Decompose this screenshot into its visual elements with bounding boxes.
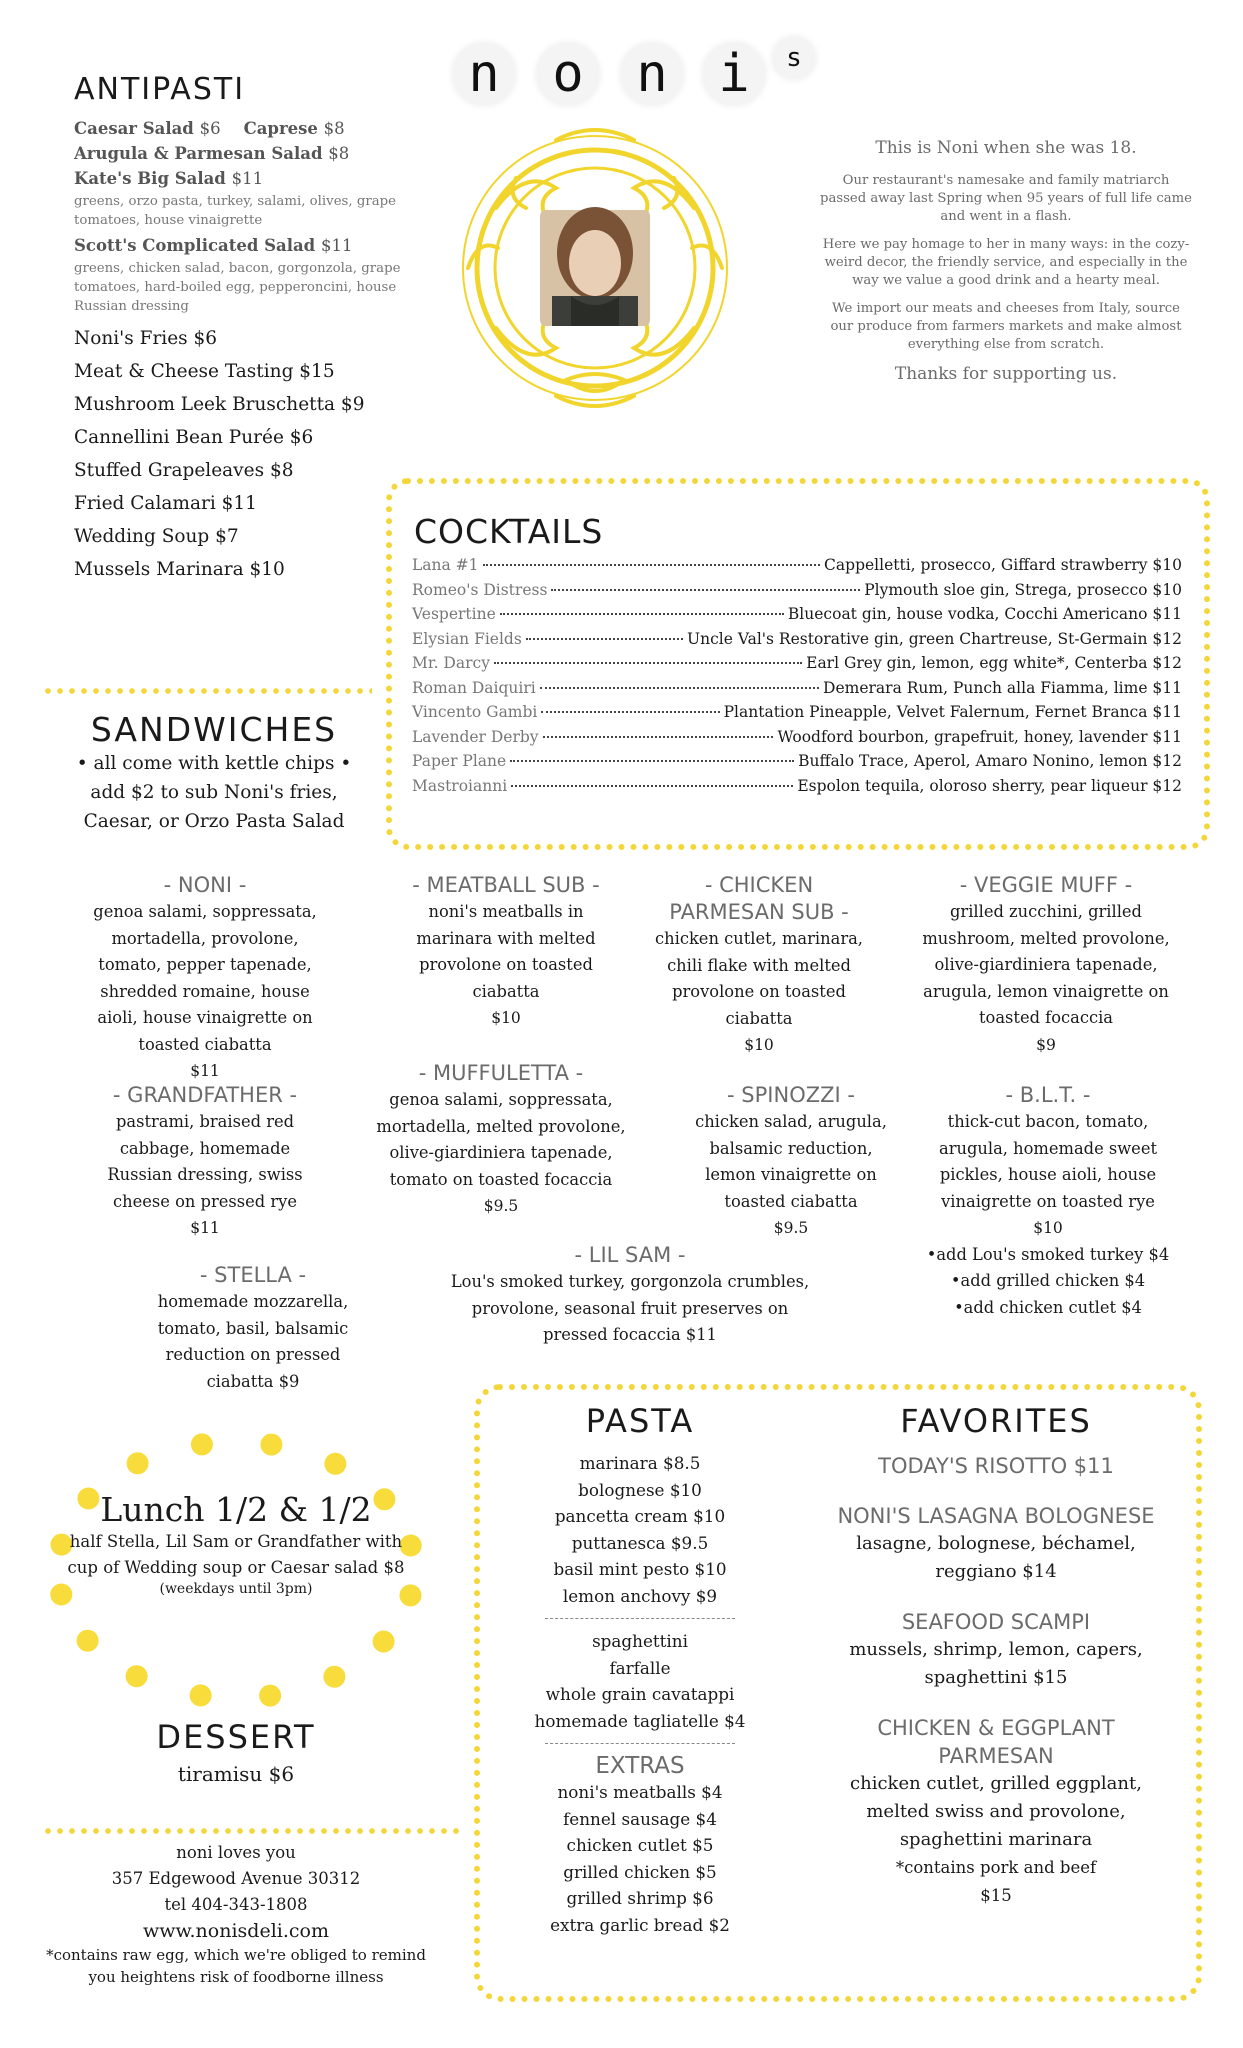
ring-dot: [127, 1452, 149, 1474]
footer-address: 357 Edgewood Avenue 30312: [111, 1869, 361, 1888]
sandwich-noni: - NONI - genoa salami, soppressata, mortadella, provolone, tomato, pepper tapenade, shredded romaine, house aioli, house vinaigrette on toasted ciabatta $11: [93, 873, 317, 1080]
sandwich-stella: - STELLA - homemade mozzarella, tomato, basil, balsamic reduction on pressed ciabatta $9: [157, 1263, 349, 1391]
logo-letter: s: [774, 38, 814, 78]
pasta-shape: farfalle: [609, 1657, 671, 1678]
ring-dot: [259, 1685, 281, 1707]
cocktail-row: Lana #1 Cappelletti, prosecco, Giffard strawberry $10: [412, 556, 1182, 574]
lunch-hours: (weekdays until 3pm): [159, 1581, 313, 1597]
sandwiches-header: [44, 710, 384, 836]
footer-phone: tel 404-343-1808: [164, 1895, 308, 1914]
ring-dot: [373, 1631, 395, 1653]
divider: [545, 1618, 735, 1619]
cocktail-row: Elysian Fields Uncle Val's Restorative gin, green Chartreuse, St-Germain $12: [412, 629, 1182, 648]
antipasti-item: Scott's Complicated Salad $11: [74, 236, 353, 255]
pasta-sauce: pancetta cream $10: [554, 1506, 726, 1526]
footer-website-link[interactable]: www.nonisdeli.com: [142, 1920, 329, 1942]
pasta-sauce: puttanesca $9.5: [571, 1532, 709, 1553]
portrait-medallion: [456, 118, 734, 418]
antipasti-section: [74, 72, 414, 580]
pasta-sauce: lemon anchovy $9: [562, 1585, 718, 1606]
favorite-name: NONI'S LASAGNA BOLOGNESE: [837, 1504, 1155, 1528]
dotted-divider: [42, 688, 372, 694]
sandwich-meatball-sub: - MEATBALL SUB - noni's meatballs in marinara with melted provolone on toasted ciabatta $10: [412, 873, 600, 1027]
story-paragraph: Here we pay homage to her in many ways: in the cozy-weird decor, the friendly service, and especially in the way we value a good drink and a hearty meal.: [822, 237, 1190, 288]
favorite-note: *contains pork and beef: [895, 1858, 1097, 1877]
favorite-name: SEAFOOD SCAMPI: [901, 1610, 1091, 1634]
story-lead: This is Noni when she was 18.: [875, 138, 1137, 158]
extra-item: fennel sausage $4: [563, 1808, 717, 1829]
sandwiches-note: add $2 to sub Noni's fries,: [90, 782, 338, 803]
antipasti-item: Meat & Cheese Tasting $15: [74, 361, 335, 382]
sandwich-spinozzi: - SPINOZZI - chicken salad, arugula, balsamic reduction, lemon vinaigrette on toasted ciabatta $9.5: [695, 1083, 887, 1237]
logo-letter: n: [454, 44, 514, 104]
favorite-desc: lasagne, bolognese, béchamel, reggiano $14: [856, 1533, 1136, 1582]
cocktail-list: [412, 556, 1182, 801]
cocktail-row: Romeo's Distress Plymouth sloe gin, Strega, prosecco $10: [412, 580, 1182, 599]
antipasti-item: Stuffed Grapeleaves $8: [74, 460, 294, 481]
story-thanks: Thanks for supporting us.: [894, 364, 1118, 384]
pasta-shape: homemade tagliatelle $4: [534, 1710, 746, 1731]
extra-item: noni's meatballs $4: [557, 1782, 723, 1802]
favorites-title: FAVORITES: [900, 1402, 1092, 1440]
ring-dot: [190, 1684, 212, 1706]
cocktail-row: Vincento Gambi Plantation Pineapple, Velvet Falernum, Fernet Branca $11: [412, 703, 1182, 721]
pasta-title: PASTA: [585, 1402, 695, 1440]
extras-title: EXTRAS: [595, 1753, 685, 1779]
dessert-title: DESSERT: [156, 1718, 316, 1756]
pasta-shape: whole grain cavatappi: [545, 1684, 735, 1704]
logo: [440, 38, 840, 108]
logo-letter: i: [704, 44, 764, 104]
story: [820, 138, 1192, 384]
pasta-sauce: basil mint pesto $10: [553, 1559, 727, 1579]
antipasti-item: Fried Calamari $11: [74, 493, 257, 514]
dessert-item: tiramisu $6: [177, 1762, 295, 1786]
extra-item: extra garlic bread $2: [550, 1914, 730, 1935]
favorite-name: CHICKEN & EGGPLANT PARMESAN: [877, 1716, 1115, 1768]
story-paragraph: Our restaurant's namesake and family matriarch passed away last Spring when 95 years of full life came and went in a flash.: [820, 173, 1192, 224]
cocktail-row: Lavender Derby Woodford bourbon, grapefruit, honey, lavender $11: [412, 727, 1182, 746]
lunch-title: Lunch 1/2 & 1/2: [100, 1490, 372, 1529]
favorite-price: $15: [980, 1886, 1012, 1905]
antipasti-item: Mushroom Leek Bruschetta $9: [74, 394, 365, 415]
divider: [545, 1743, 735, 1744]
sandwich-muffuletta: - MUFFULETTA - genoa salami, soppressata, mortadella, melted provolone, olive-giardiniera tapenade, tomato on toasted focaccia $9.5: [376, 1061, 626, 1215]
extra-item: grilled shrimp $6: [566, 1888, 714, 1908]
antipasti-item: Caesar Salad $6 Caprese $8: [74, 119, 345, 138]
extra-item: chicken cutlet $5: [566, 1835, 714, 1855]
sandwiches-title: SANDWICHES: [90, 710, 338, 749]
antipasti-title: ANTIPASTI: [74, 72, 246, 107]
ring-dot: [126, 1665, 148, 1687]
cocktail-row: Vespertine Bluecoat gin, house vodka, Cocchi Americano $11: [412, 605, 1182, 623]
logo-letter: o: [538, 44, 598, 104]
dotted-divider: [42, 1828, 462, 1834]
logo-letter: n: [622, 44, 682, 104]
cocktails-title: COCKTAILS: [414, 512, 604, 551]
dessert-section: [60, 1718, 412, 1786]
antipasti-desc: greens, chicken salad, bacon, gorgonzola, grape tomatoes, hard-boiled egg, pepperoncini, house Russian dressing: [74, 261, 401, 314]
sandwich-grandfather: - GRANDFATHER - pastrami, braised red cabbage, homemade Russian dressing, swiss cheese on pressed rye $11: [107, 1083, 303, 1237]
sandwiches-note: Caesar, or Orzo Pasta Salad: [83, 811, 345, 832]
antipasti-item: Cannellini Bean Purée $6: [74, 427, 314, 448]
footer-raw-egg-note: *contains raw egg, which we're obliged to remind you heightens risk of foodborne illness: [46, 1946, 426, 1986]
favorites-section: [820, 1402, 1172, 1932]
antipasti-item: Noni's Fries $6: [74, 328, 218, 349]
sandwich-chicken-parmesan-sub: - CHICKEN PARMESAN SUB - chicken cutlet, marinara, chili flake with melted provolone on toasted ciabatta $10: [655, 873, 863, 1054]
story-paragraph: We import our meats and cheeses from Italy, source our produce from farmers markets and make almost everything else from scratch.: [830, 301, 1182, 352]
pasta-shape: spaghettini: [592, 1631, 688, 1651]
antipasti-item: Kate's Big Salad $11: [74, 169, 264, 188]
ring-dot: [323, 1666, 345, 1688]
pasta-sauce: bolognese $10: [578, 1479, 702, 1500]
cocktail-row: Roman Daiquiri Demerara Rum, Punch alla Fiamma, lime $11: [412, 678, 1182, 697]
favorite-desc: mussels, shrimp, lemon, capers, spaghettini $15: [849, 1639, 1143, 1688]
favorite-risotto: TODAY'S RISOTTO $11: [878, 1454, 1114, 1478]
sandwiches-note: • all come with kettle chips •: [76, 753, 352, 774]
cocktail-row: Mastroianni Espolon tequila, oloroso sherry, pear liqueur $12: [412, 776, 1182, 795]
antipasti-item: Mussels Marinara $10: [74, 559, 285, 580]
lunch-desc: half Stella, Lil Sam or Grandfather with cup of Wedding soup or Caesar salad $8: [67, 1532, 405, 1577]
ring-dot: [77, 1630, 99, 1652]
cocktail-row: Paper Plane Buffalo Trace, Aperol, Amaro Nonino, lemon $12: [412, 752, 1182, 770]
lunch-special: [60, 1490, 412, 1597]
antipasti-desc: greens, orzo pasta, turkey, salami, olives, grape tomatoes, house vinaigrette: [74, 194, 397, 228]
footer-tagline: noni loves you: [176, 1843, 296, 1862]
portrait-photo: [540, 207, 650, 326]
sandwich-veggie-muff: - VEGGIE MUFF - grilled zucchini, grilled mushroom, melted provolone, olive-giardiniera tapenade, arugula, lemon vinaigrette on toasted focaccia $9: [922, 873, 1170, 1054]
cocktail-row: Mr. Darcy Earl Grey gin, lemon, egg white*, Centerba $12: [412, 654, 1182, 672]
extra-item: grilled chicken $5: [563, 1861, 717, 1882]
antipasti-item: Arugula & Parmesan Salad $8: [74, 144, 350, 163]
ring-dot: [191, 1433, 213, 1455]
ring-dot: [324, 1453, 346, 1475]
pasta-section: [510, 1402, 770, 1938]
sandwich-lil-sam: - LIL SAM - Lou's smoked turkey, gorgonzola crumbles, provolone, seasonal fruit preserves on pressed focaccia $11: [450, 1243, 810, 1344]
sandwich-blt: - B.L.T. - thick-cut bacon, tomato, arugula, homemade sweet pickles, house aioli, house vinaigrette on toasted rye $10 •add Lou's smoked turkey $4 •add grilled chicken $4 •add chicken cutlet $4: [926, 1083, 1170, 1317]
antipasti-item: Wedding Soup $7: [74, 526, 239, 547]
footer: [46, 1840, 426, 1988]
favorite-desc: chicken cutlet, grilled eggplant, melted swiss and provolone, spaghettini marinara: [850, 1773, 1142, 1850]
pasta-sauce: marinara $8.5: [579, 1453, 701, 1473]
ring-dot: [260, 1434, 282, 1456]
